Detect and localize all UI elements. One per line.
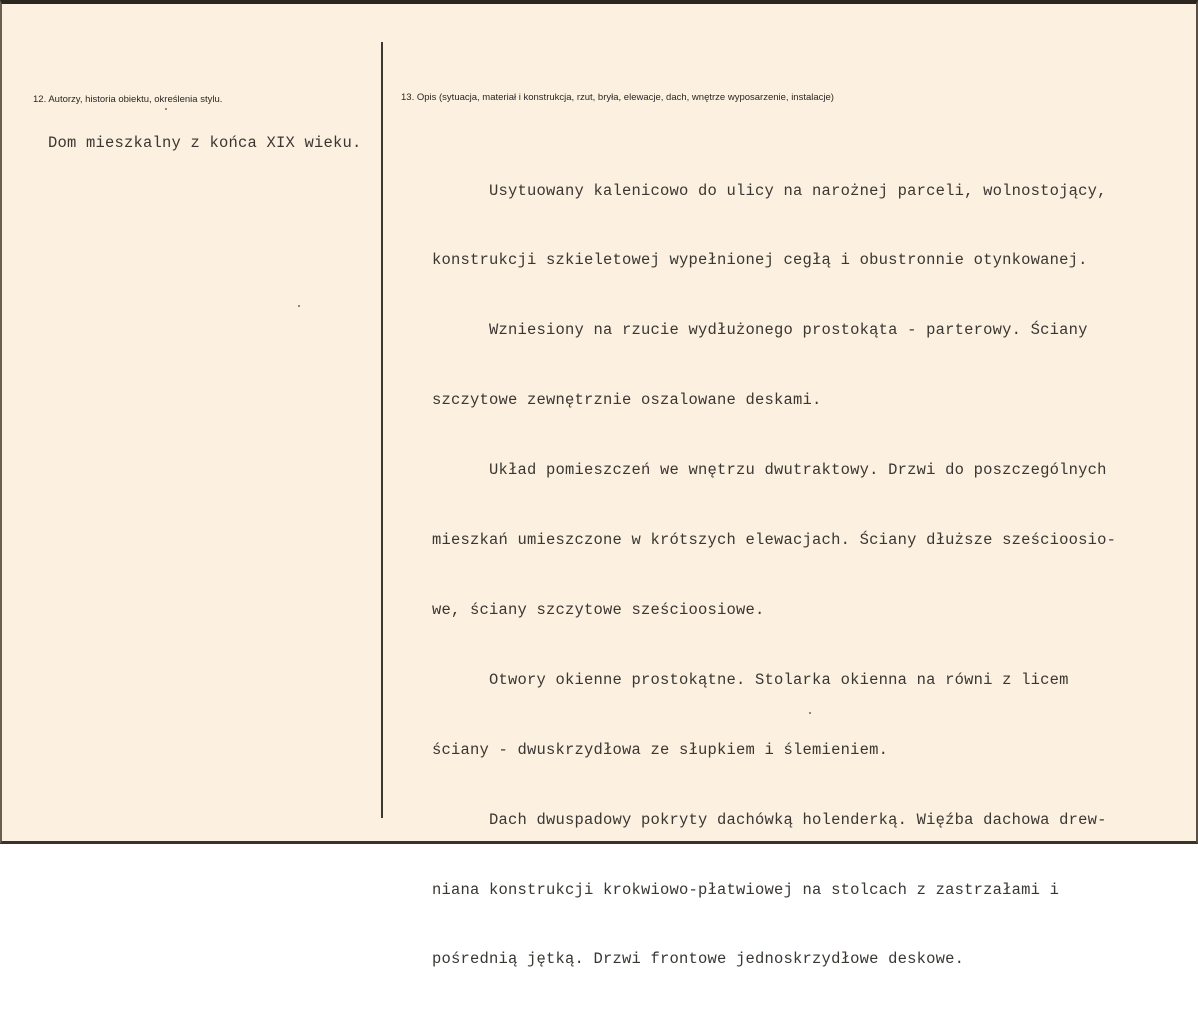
description-line: pośrednią jętką. Drzwi frontowe jednoskrzydłowe deskowe. <box>432 950 965 969</box>
paper-speck <box>165 108 167 110</box>
field-12-label: 12. Autorzy, historia obiektu, określenia stylu. <box>33 94 223 105</box>
description-line: szczytowe zewnętrznie oszalowane deskami. <box>432 391 822 410</box>
description-line: we, ściany szczytowe sześcioosiowe. <box>432 600 765 619</box>
description-line: niana konstrukcji krokwiowo-płatwiowej na stolcach z zastrzałami i <box>432 880 1060 899</box>
description-line: Usytuowany kalenicowo do ulicy na narożnej parceli, wolnostojący, <box>432 181 1107 200</box>
description-line: ściany - dwuskrzydłowa ze słupkiem i ślemieniem. <box>432 740 889 759</box>
paper-speck <box>298 305 300 307</box>
paper-speck <box>809 712 811 714</box>
description-line: Układ pomieszczeń we wnętrzu dwutraktowy. Drzwi do poszczególnych <box>432 461 1107 480</box>
description-line: Wzniesiony na rzucie wydłużonego prostokąta - parterowy. Ściany <box>432 321 1088 340</box>
description-line: Dach dwuspadowy pokryty dachówką holenderką. Więźba dachowa drew- <box>432 810 1107 829</box>
description-line: Otwory okienne prostokątne. Stolarka okienna na równi z licem <box>432 670 1069 689</box>
field-13-label: 13. Opis (sytuacja, materiał i konstrukcja, rzut, bryła, elewacje, dach, wnętrze wyposarzenie, instalacje) <box>401 92 834 103</box>
field-12-text: Dom mieszkalny z końca XIX wieku. <box>48 134 362 152</box>
description-line: mieszkań umieszczone w krótszych elewacjach. Ściany dłuższe sześcioosio- <box>432 531 1117 550</box>
description-line: konstrukcji szkieletowej wypełnionej cegłą i obustronnie otynkowanej. <box>432 251 1088 270</box>
field-13-description <box>432 133 1116 1018</box>
column-divider <box>381 42 383 818</box>
